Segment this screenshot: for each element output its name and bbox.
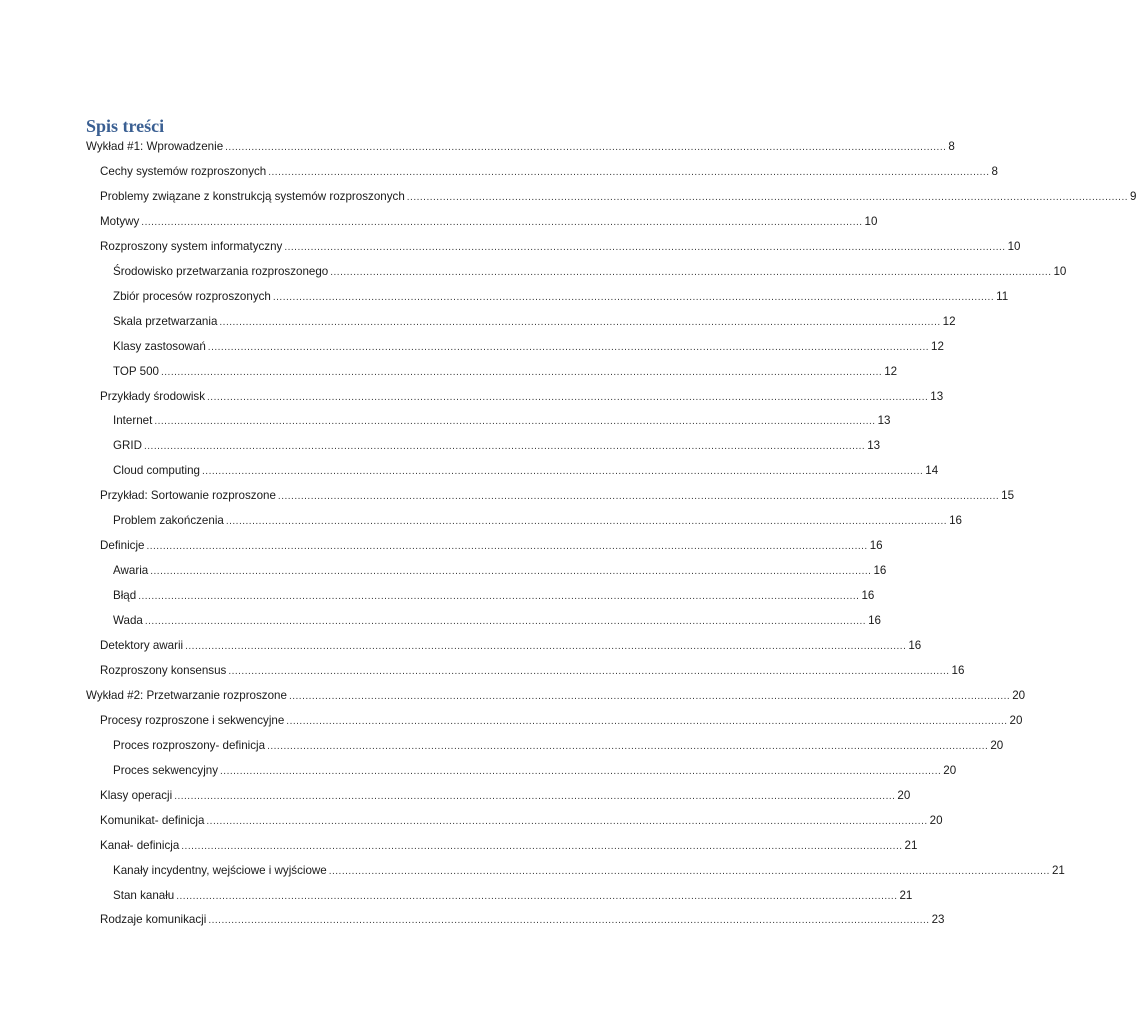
- toc-dot-leader: ............................................................................................................................................................................................................................: [286, 716, 1008, 727]
- toc-dot-leader: ............................................................................................................................................................................................................................: [268, 167, 990, 178]
- toc-entry-page: 12: [884, 365, 898, 378]
- toc-dot-leader: ............................................................................................................................................................................................................................: [144, 616, 867, 627]
- toc-dot-leader: ............................................................................................................................................................................................................................: [208, 915, 930, 926]
- toc-dot-leader: ............................................................................................................................................................................................................................: [220, 766, 942, 777]
- toc-entry-title: Przykład: Sortowanie rozproszone: [100, 489, 276, 502]
- toc-entry-page: 16: [861, 589, 875, 602]
- toc-dot-leader: ............................................................................................................................................................................................................................: [272, 292, 995, 303]
- toc-entry[interactable]: [86, 688, 1026, 704]
- toc-dot-leader: ............................................................................................................................................................................................................................: [328, 866, 1050, 877]
- toc-entry-title: Problemy związane z konstrukcją systemów rozproszonych: [100, 190, 405, 203]
- toc-entry-page: 16: [951, 664, 965, 677]
- toc-entry-page: 11: [996, 290, 1009, 303]
- toc-entry-page: 21: [899, 889, 913, 902]
- toc-entry-title: Klasy zastosowań: [113, 340, 206, 353]
- toc-dot-leader: ............................................................................................................................................................................................................................: [150, 566, 872, 577]
- toc-entry-title: Wada: [113, 614, 143, 627]
- toc-entry[interactable]: [113, 314, 956, 330]
- toc-entry[interactable]: [113, 738, 1004, 754]
- toc-entry[interactable]: [113, 413, 891, 429]
- toc-entry[interactable]: [100, 189, 1136, 205]
- toc-entry-page: 10: [1053, 265, 1067, 278]
- toc-dot-leader: ............................................................................................................................................................................................................................: [206, 816, 928, 827]
- toc-entry-title: Cloud computing: [113, 464, 201, 477]
- toc-entry-page: 16: [868, 614, 881, 627]
- toc-dot-leader: ............................................................................................................................................................................................................................: [138, 591, 860, 602]
- toc-entry-page: 16: [873, 564, 887, 577]
- toc-entry-title: Motywy: [100, 215, 140, 228]
- toc-entry-page: 21: [1051, 864, 1065, 877]
- toc-entry-title: Przykłady środowisk: [100, 390, 206, 403]
- toc-entry-page: 20: [1009, 714, 1023, 727]
- toc-entry-page: 8: [991, 165, 998, 178]
- toc-entry-title: Wykład #1: Wprowadzenie: [86, 140, 224, 153]
- toc-entry-page: 12: [931, 340, 944, 353]
- toc-entry[interactable]: [100, 389, 944, 405]
- toc-title: Spis treści: [86, 116, 165, 136]
- toc-entry-page: 14: [925, 464, 939, 477]
- toc-entry-page: 16: [908, 639, 922, 652]
- toc-entry[interactable]: [113, 463, 939, 479]
- toc-entry[interactable]: [113, 588, 875, 604]
- toc-entry-title: Cechy systemów rozproszonych: [100, 165, 267, 178]
- toc-dot-leader: ............................................................................................................................................................................................................................: [146, 541, 868, 552]
- toc-entry-title: Procesy rozproszone i sekwencyjne: [100, 714, 285, 727]
- toc-dot-leader: ............................................................................................................................................................................................................................: [202, 466, 924, 477]
- toc-entry-page: 8: [948, 140, 955, 153]
- toc-entry-page: 20: [990, 739, 1004, 752]
- toc-entry-page: 10: [1007, 240, 1021, 253]
- toc-entry-page: 23: [931, 913, 945, 926]
- toc-entry-title: Komunikat- definicja: [100, 814, 205, 827]
- toc-entry[interactable]: [100, 912, 945, 928]
- toc-entry[interactable]: [113, 613, 881, 629]
- toc-entry[interactable]: [113, 364, 898, 380]
- toc-entry-page: 10: [864, 215, 878, 228]
- toc-entry-title: Awaria: [113, 564, 149, 577]
- toc-entry[interactable]: [100, 663, 965, 679]
- toc-entry-page: 13: [867, 439, 881, 452]
- toc-entry[interactable]: [113, 763, 957, 779]
- toc-entry[interactable]: [113, 888, 913, 904]
- toc-dot-leader: ............................................................................................................................................................................................................................: [154, 416, 876, 427]
- toc-entry-title: Proces sekwencyjny: [113, 764, 219, 777]
- toc-dot-leader: ............................................................................................................................................................................................................................: [219, 317, 941, 328]
- toc-entry-title: Rozproszony konsensus: [100, 664, 227, 677]
- toc-entry[interactable]: [113, 339, 944, 355]
- toc-entry-title: Proces rozproszony- definicja: [113, 739, 266, 752]
- toc-dot-leader: ............................................................................................................................................................................................................................: [267, 741, 989, 752]
- toc-dot-leader: ............................................................................................................................................................................................................................: [277, 491, 1000, 502]
- toc-entry-title: Rozproszony system informatyczny: [100, 240, 283, 253]
- toc-entry[interactable]: [100, 638, 922, 654]
- toc-dot-leader: ............................................................................................................................................................................................................................: [207, 392, 929, 403]
- toc-entry-page: 16: [949, 514, 962, 527]
- toc-entry[interactable]: [113, 563, 887, 579]
- toc-entry-title: Stan kanału: [113, 889, 175, 902]
- toc-entry-title: Wykład #2: Przetwarzanie rozproszone: [86, 689, 287, 702]
- toc-dot-leader: ............................................................................................................................................................................................................................: [225, 516, 948, 527]
- toc-entry-title: Definicje: [100, 539, 145, 552]
- toc-entry-page: 20: [929, 814, 943, 827]
- toc-entry-page: 20: [943, 764, 957, 777]
- toc-entry[interactable]: [113, 513, 962, 529]
- toc-entry-page: 20: [1012, 689, 1026, 702]
- toc-entry[interactable]: [100, 538, 883, 554]
- toc-entry-title: Klasy operacji: [100, 789, 173, 802]
- toc-entry-page: 12: [942, 315, 956, 328]
- toc-entry-title: Internet: [113, 414, 153, 427]
- toc-entry-title: Problem zakończenia: [113, 514, 224, 527]
- toc-entry-page: 9: [1130, 190, 1136, 203]
- toc-entry[interactable]: [100, 713, 1023, 729]
- toc-dot-leader: ............................................................................................................................................................................................................................: [284, 242, 1006, 253]
- toc-entry[interactable]: [100, 838, 918, 854]
- toc-dot-leader: ............................................................................................................................................................................................................................: [207, 342, 930, 353]
- toc-entry-title: Kanały incydentny, wejściowe i wyjściowe: [113, 864, 327, 877]
- toc-dot-leader: ............................................................................................................................................................................................................................: [228, 666, 950, 677]
- toc-entry-title: TOP 500: [113, 365, 159, 378]
- toc-dot-leader: ............................................................................................................................................................................................................................: [176, 891, 898, 902]
- toc-entry[interactable]: [100, 813, 943, 829]
- toc-entry-title: Rodzaje komunikacji: [100, 913, 207, 926]
- toc-entry[interactable]: [100, 788, 911, 804]
- toc-dot-leader: ............................................................................................................................................................................................................................: [143, 441, 866, 452]
- toc-dot-leader: ............................................................................................................................................................................................................................: [225, 142, 947, 153]
- toc-entry-title: GRID: [113, 439, 142, 452]
- toc-entry[interactable]: [100, 488, 1015, 504]
- toc-entry-title: Błąd: [113, 589, 137, 602]
- toc-dot-leader: ............................................................................................................................................................................................................................: [288, 691, 1011, 702]
- toc-entry-title: Zbiór procesów rozproszonych: [113, 290, 271, 303]
- toc-entry[interactable]: [100, 239, 1021, 255]
- toc-entry-page: 15: [1001, 489, 1015, 502]
- toc-dot-leader: ............................................................................................................................................................................................................................: [181, 841, 903, 852]
- toc-dot-leader: ............................................................................................................................................................................................................................: [406, 192, 1129, 203]
- toc-dot-leader: ............................................................................................................................................................................................................................: [185, 641, 907, 652]
- toc-dot-leader: ............................................................................................................................................................................................................................: [141, 217, 863, 228]
- toc-entry-title: Środowisko przetwarzania rozproszonego: [113, 265, 329, 278]
- toc-entry-page: 16: [869, 539, 883, 552]
- toc-entry-title: Kanał- definicja: [100, 839, 180, 852]
- toc-entry[interactable]: [113, 863, 1065, 879]
- toc-entry-page: 21: [904, 839, 918, 852]
- toc-entry-page: 20: [897, 789, 911, 802]
- toc-entry-page: 13: [877, 414, 891, 427]
- toc-entry[interactable]: [86, 139, 955, 155]
- toc-entry[interactable]: [100, 164, 998, 180]
- toc-entry[interactable]: [113, 264, 1067, 280]
- toc-entry[interactable]: [113, 438, 881, 454]
- toc-entry-page: 13: [930, 390, 944, 403]
- toc-entry[interactable]: [113, 289, 1009, 305]
- toc-entry[interactable]: [100, 214, 878, 230]
- toc-entry-title: Detektory awarii: [100, 639, 184, 652]
- toc-dot-leader: ............................................................................................................................................................................................................................: [330, 267, 1052, 278]
- toc-dot-leader: ............................................................................................................................................................................................................................: [174, 791, 896, 802]
- toc-dot-leader: ............................................................................................................................................................................................................................: [160, 367, 883, 378]
- toc-entry-title: Skala przetwarzania: [113, 315, 218, 328]
